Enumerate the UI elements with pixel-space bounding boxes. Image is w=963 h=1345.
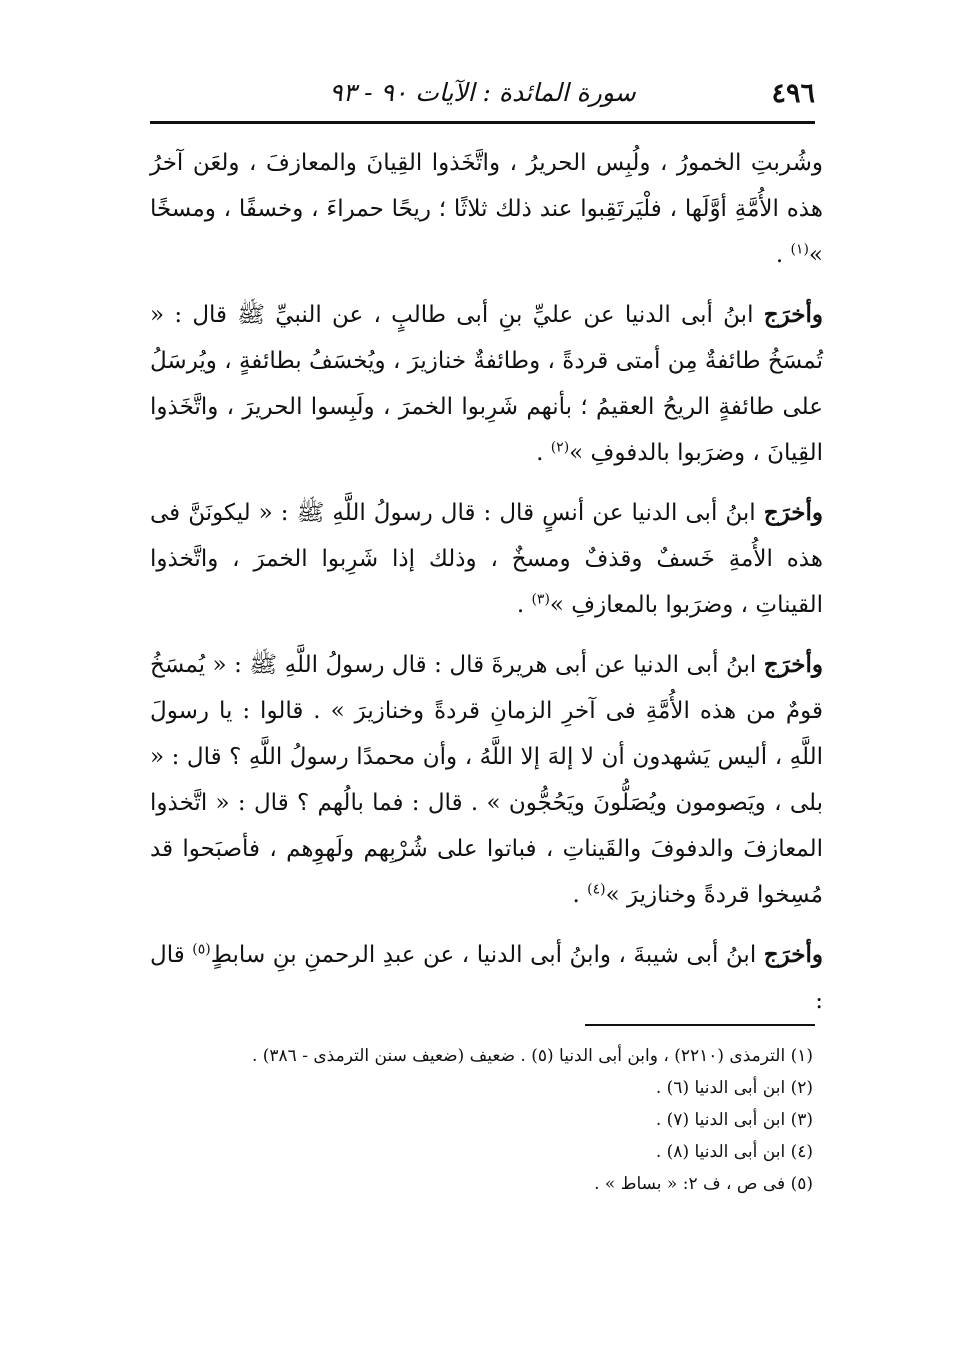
footnote-reference: (٢) — [550, 439, 570, 456]
paragraph-text: ابنُ أبى الدنيا عن عليِّ بنِ أبى طالبٍ ، عن النبيِّ ﷺ قال : « تُمسَخُ طائفةٌ مِن أمتى قردةً ، وطائفةٌ خنازيرَ ، ويُخسَفُ بطائفةٍ ، ويُرسَلُ على طائفةٍ الريحُ العقيمُ ؛ بأنهم شَرِبوا الخمرَ ، ولَبِسوا الحريرَ ، واتَّخَذوا القِيانَ ، وضرَبوا بالدفوفِ » — [150, 302, 823, 466]
paragraph-end: . — [516, 592, 532, 618]
footnote-reference: (٤) — [587, 881, 606, 898]
paragraph-lead: وأخرَج — [763, 499, 823, 526]
footnote-5: (٥) فى ص ، ف ٢: « بساط » . — [594, 1174, 813, 1194]
header-rule — [150, 121, 815, 124]
paragraph-2 — [150, 292, 823, 476]
paragraph-3 — [150, 490, 823, 628]
paragraph-text: ابنُ أبى شيبةَ ، وابنُ أبى الدنيا ، عن عبدِ الرحمنِ بنِ سابطٍ — [210, 942, 764, 968]
paragraph-end: قال : — [150, 942, 823, 1014]
paragraph-text: ابنُ أبى الدنيا عن أنسٍ قال : قال رسولُ اللَّهِ ﷺ : « ليكونَنَّ فى هذه الأُمةِ خَسفٌ وقذفٌ ومسخٌ ، وذلك إذا شَرِبوا الخمرَ ، واتَّخذوا القيناتِ ، وضرَبوا بالمعازفِ » — [150, 500, 823, 618]
footnote-1: (١) الترمذى (٢٢١٠) ، وابن أبى الدنيا (٥) . ضعيف (ضعيف سنن الترمذى - ٣٨٦) . — [251, 1046, 813, 1066]
paragraph-1 — [150, 140, 823, 278]
page-header — [150, 78, 815, 118]
paragraph-text: ابنُ أبى الدنيا عن أبى هريرةَ قال : قال رسولُ اللَّهِ ﷺ : « يُمسَخُ قومٌ من هذه الأُمَّةِ فى آخرِ الزمانِ قردةً وخنازيرَ » . قالوا : يا رسولَ اللَّهِ ، أليس يَشهدون أن لا إلهَ إلا اللَّهُ ، وأن محمدًا رسولُ اللَّهِ ؟ قال : « بلى ، ويَصومون ويُصَلُّونَ ويَحُجُّون » . قال : فما بالُهم ؟ قال : « اتَّخذوا المعازفَ والدفوفَ والقَيناتِ ، فباتوا على شُرْبِهم ولَهوِهم ، فأصبَحوا قد مُسِخوا قردةً وخنازيرَ » — [150, 652, 823, 908]
footnote-2: (٢) ابن أبى الدنيا (٦) . — [655, 1078, 813, 1098]
footnote-3: (٣) ابن أبى الدنيا (٧) . — [655, 1110, 813, 1130]
main-text — [150, 140, 823, 1024]
paragraph-lead: وأخرَج — [763, 301, 823, 328]
paragraph-end: . — [775, 242, 791, 268]
paragraph-5 — [150, 932, 823, 1024]
footnote-4: (٤) ابن أبى الدنيا (٨) . — [655, 1142, 813, 1162]
paragraph-end: . — [572, 882, 588, 908]
running-title: سورة المائدة : الآيات ٩٠ - ٩٣ — [329, 78, 636, 107]
paragraph-lead: وأخرَج — [763, 651, 823, 678]
footnotes-list — [150, 1040, 813, 1200]
footnote-reference: (١) — [790, 241, 809, 258]
footnote-reference: (٥) — [192, 941, 211, 958]
footnote-reference: (٣) — [531, 591, 550, 608]
paragraph-end: . — [536, 440, 551, 466]
footnote-rule — [585, 1024, 815, 1026]
paragraph-4 — [150, 642, 823, 918]
paragraph-text: وشُربتِ الخمورُ ، ولُبِس الحريرُ ، واتَّخَذوا القِيانَ والمعازفَ ، ولعَن آخرُ هذه الأُمَّةِ أوَّلَها ، فلْيَرتَقِبوا عند ذلك ثلاثًا ؛ ريحًا حمراءَ ، وخسفًا ، ومسخًا » — [150, 150, 823, 268]
page-number: ٤٩٦ — [771, 78, 815, 109]
paragraph-lead: وأخرَج — [763, 941, 823, 968]
